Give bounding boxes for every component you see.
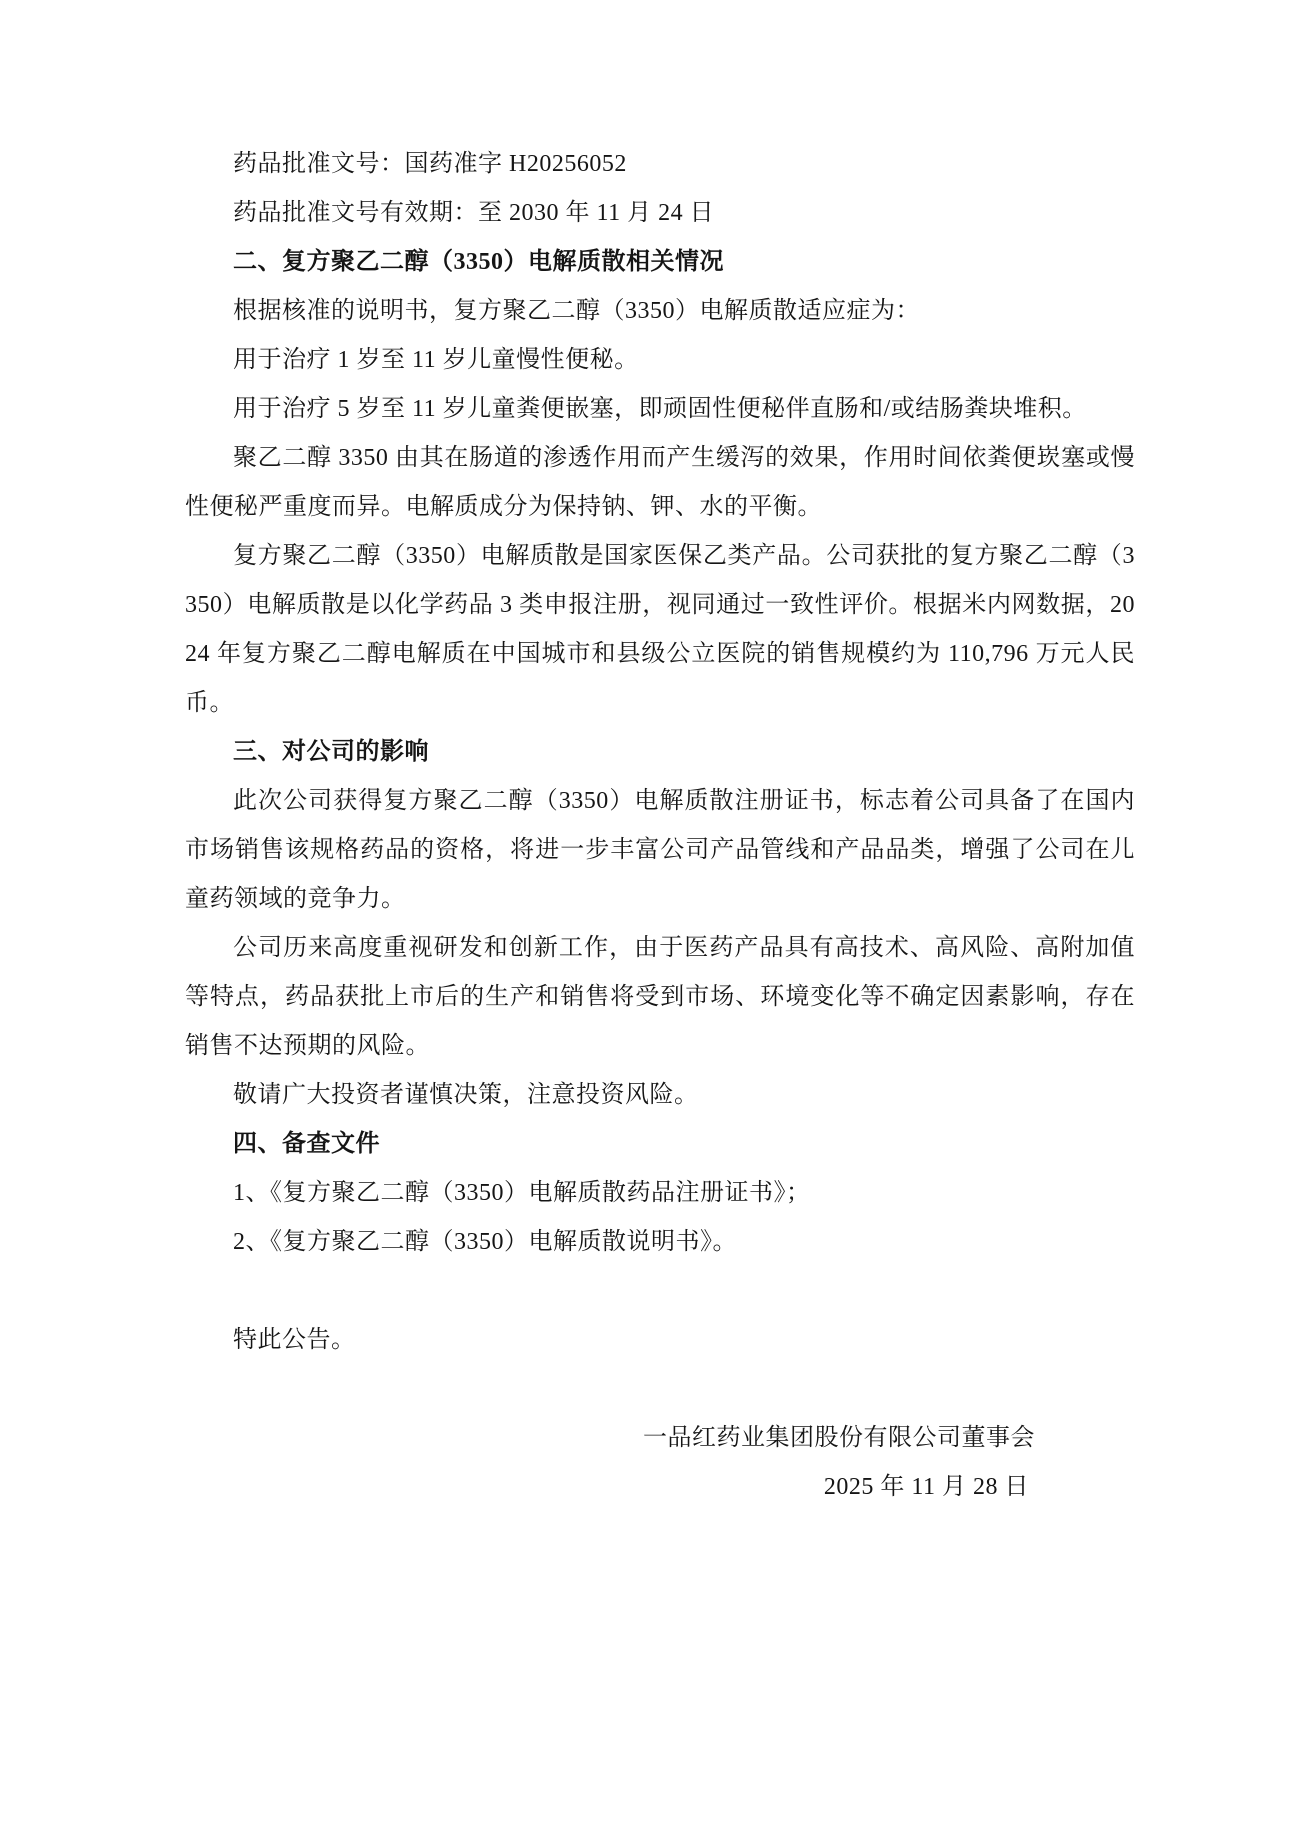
section-2-heading: 二、复方聚乙二醇（3350）电解质散相关情况	[233, 249, 724, 275]
approval-validity-line: 药品批准文号有效期：至 2030 年 11 月 24 日	[233, 200, 715, 226]
board-signature-line: 一品红药业集团股份有限公司董事会	[643, 1425, 1035, 1451]
risk-paragraph: 公司历来高度重视研发和创新工作，由于医药产品具有高技术、高风险、高附加值等特点，药品获批上市后的生产和销售将受到市场、环境变化等不确定因素影响，存在销售不达预期的风险。	[185, 935, 1135, 1059]
approval-number-line: 药品批准文号：国药准字 H20256052	[233, 151, 627, 177]
announcement-date-line: 2025 年 11 月 28 日	[823, 1474, 1029, 1500]
market-paragraph: 复方聚乙二醇（3350）电解质散是国家医保乙类产品。公司获批的复方聚乙二醇（3350）电解质散是以化学药品 3 类申报注册，视同通过一致性评价。根据米内网数据，2024 年复方聚乙二醇电解质在中国城市和县级公立医院的销售规模约为 110,796 万元人民币。	[185, 543, 1135, 716]
impact-paragraph: 此次公司获得复方聚乙二醇（3350）电解质散注册证书，标志着公司具备了在国内市场销售该规格药品的资格，将进一步丰富公司产品管线和产品品类，增强了公司在儿童药领域的竞争力。	[185, 788, 1135, 912]
indication-intro-paragraph: 根据核准的说明书，复方聚乙二醇（3350）电解质散适应症为：	[233, 298, 920, 324]
reference-document-2: 2、《复方聚乙二醇（3350）电解质散说明书》。	[233, 1229, 737, 1255]
section-3-heading: 三、对公司的影响	[233, 739, 429, 765]
indication-1-paragraph: 用于治疗 1 岁至 11 岁儿童慢性便秘。	[233, 347, 639, 373]
indication-2-paragraph: 用于治疗 5 岁至 11 岁儿童粪便嵌塞，即顽固性便秘伴直肠和/或结肠粪块堆积。	[233, 396, 1087, 422]
mechanism-paragraph: 聚乙二醇 3350 由其在肠道的渗透作用而产生缓泻的效果，作用时间依粪便崁塞或慢性便秘严重度而异。电解质成分为保持钠、钾、水的平衡。	[185, 445, 1135, 520]
section-4-heading: 四、备查文件	[233, 1131, 380, 1157]
investor-notice-paragraph: 敬请广大投资者谨慎决策，注意投资风险。	[233, 1082, 699, 1108]
closing-line: 特此公告。	[233, 1327, 356, 1353]
announcement-body	[185, 140, 1135, 1512]
reference-document-1: 1、《复方聚乙二醇（3350）电解质散药品注册证书》；	[233, 1180, 811, 1206]
